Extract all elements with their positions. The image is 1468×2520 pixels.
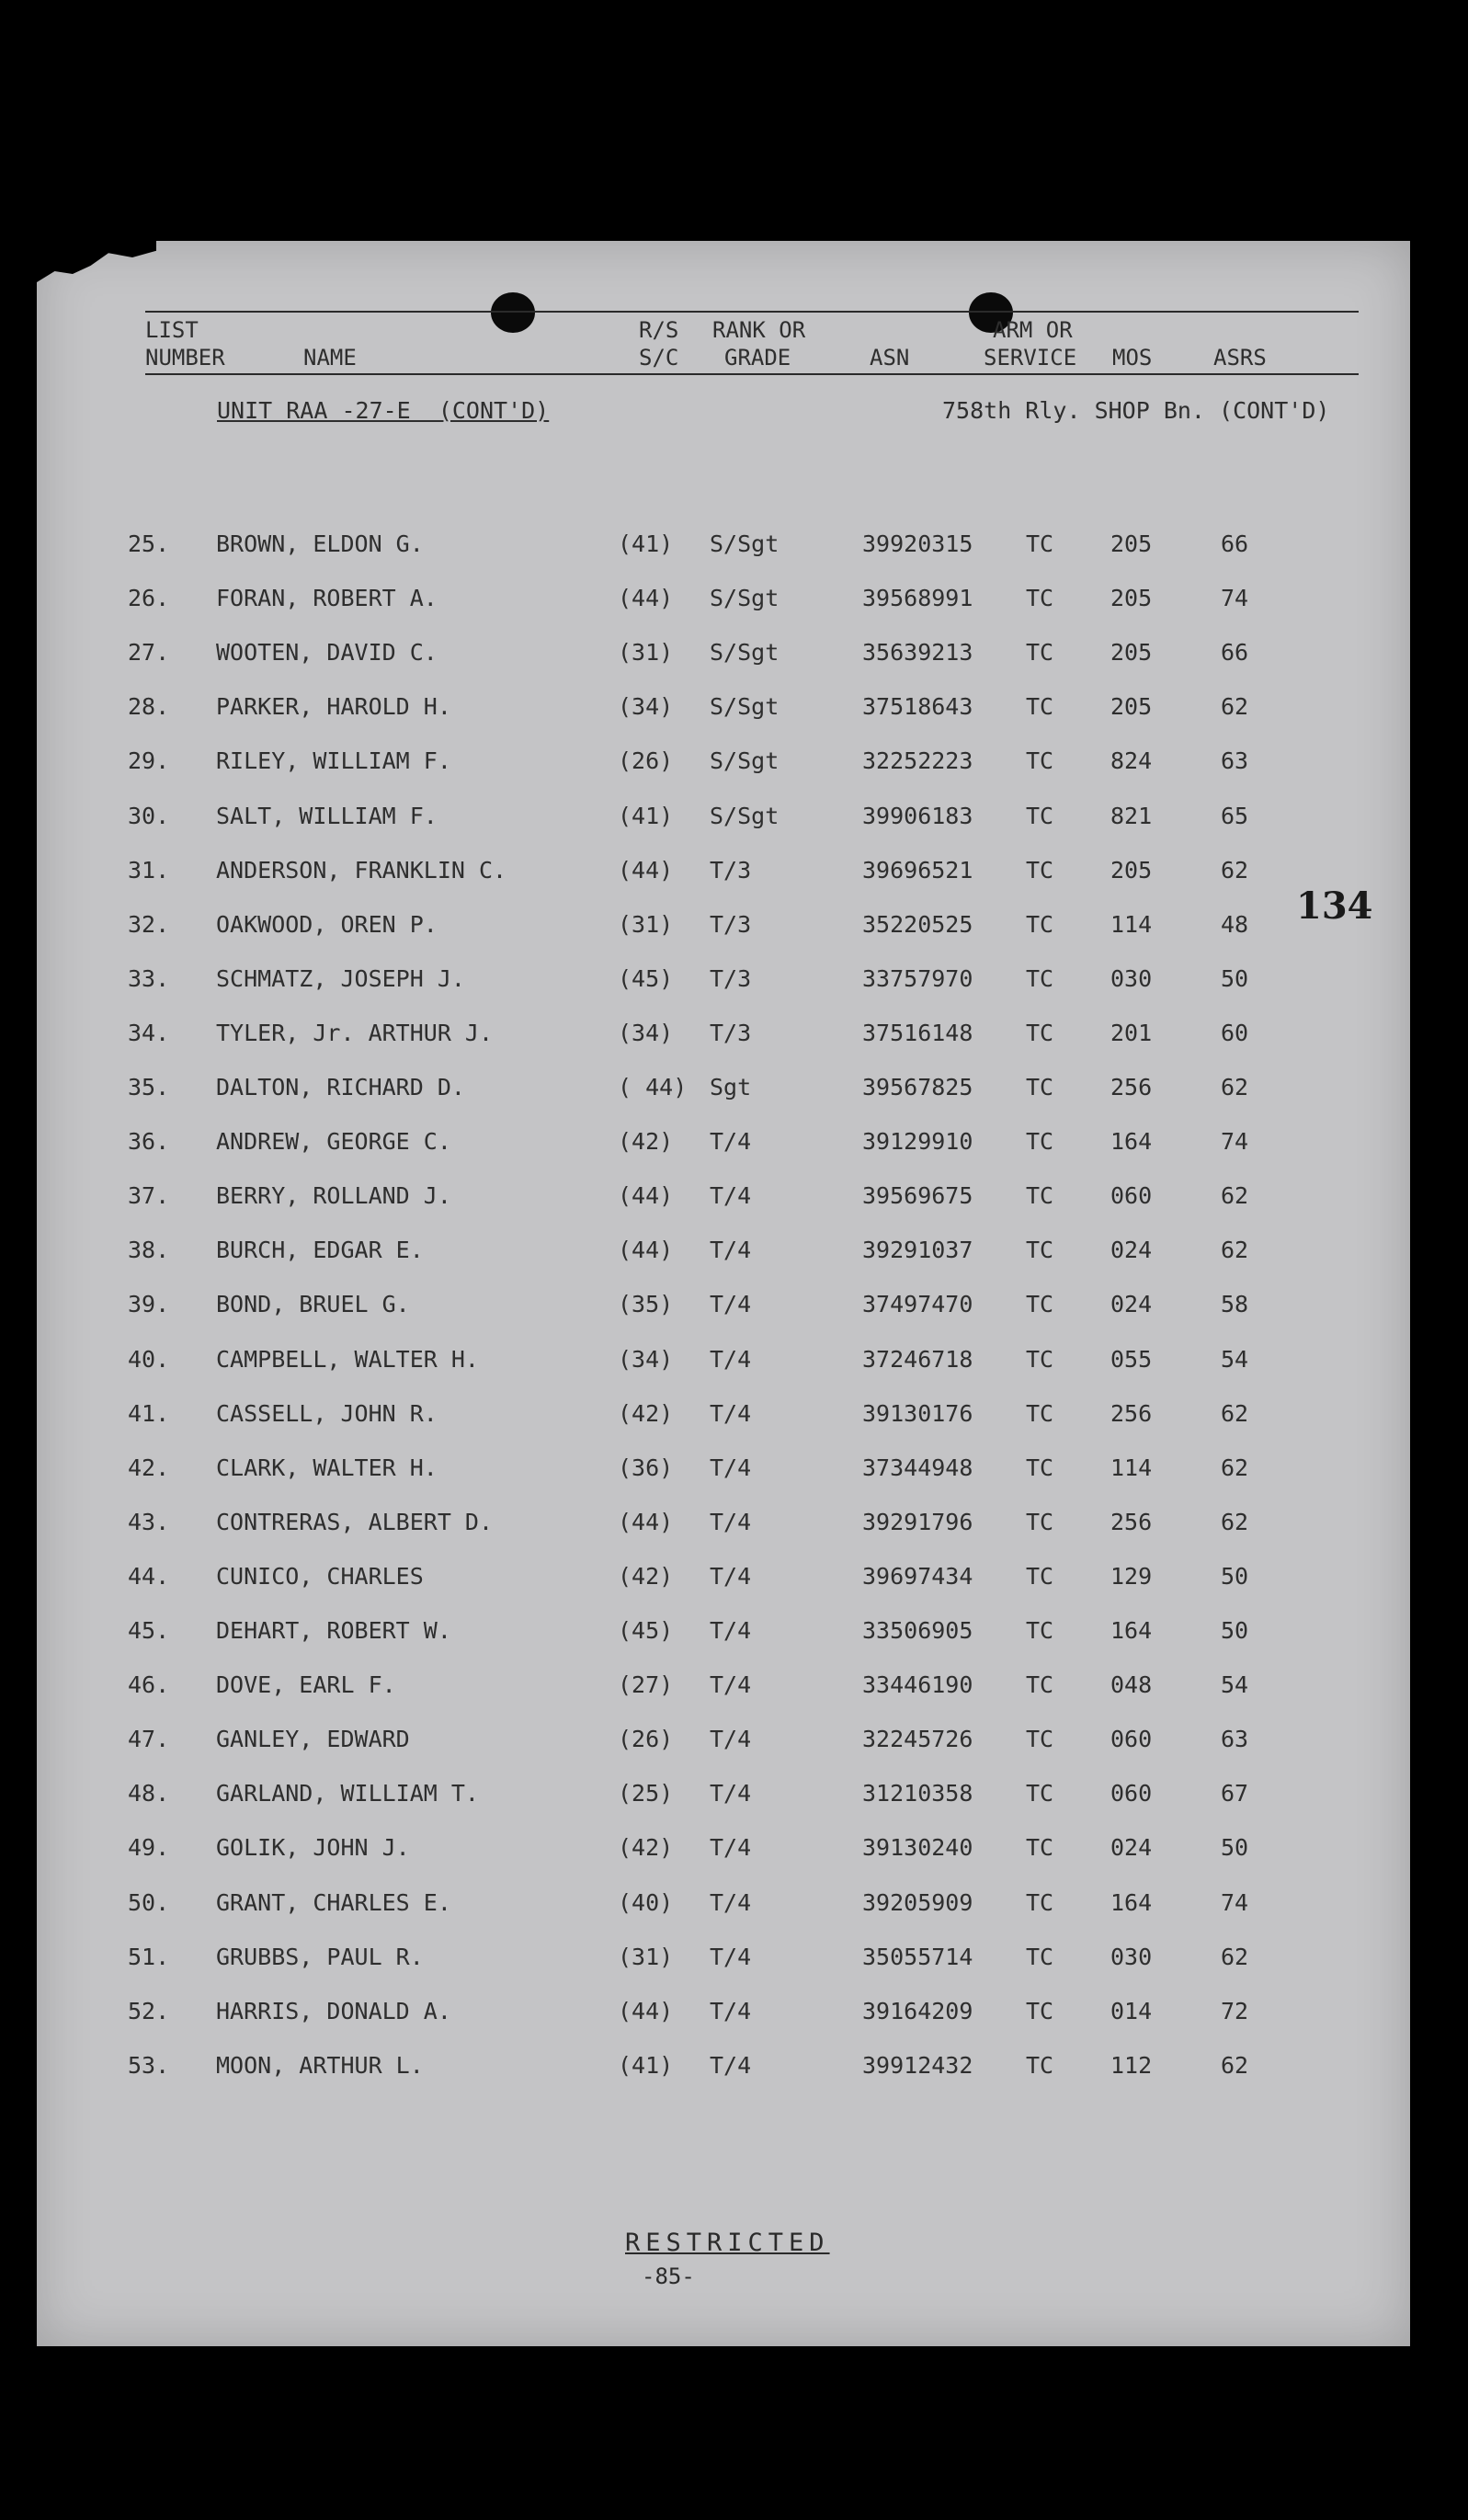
cell-service: TC: [1026, 530, 1054, 557]
document-page: [37, 241, 1410, 2346]
cell-service: TC: [1026, 910, 1054, 938]
cell-list-number: 50.: [128, 1888, 170, 1916]
cell-asn: 39567825: [862, 1074, 973, 1100]
header-asrs: ASRS: [1213, 345, 1267, 371]
cell-asn: 39569675: [862, 1182, 973, 1210]
cell-mos: 114: [1110, 1454, 1153, 1481]
cell-asrs: 58: [1221, 1291, 1249, 1318]
cell-rs-sc: (31): [618, 1943, 674, 1970]
cell-rank: T/4: [710, 1562, 752, 1590]
cell-name: SALT, WILLIAM F.: [216, 802, 438, 829]
cell-mos: 256: [1110, 1074, 1153, 1100]
cell-rs-sc: (44): [618, 585, 674, 612]
cell-rs-sc: (42): [618, 1128, 674, 1156]
cell-asrs: 62: [1221, 1399, 1249, 1427]
table-row: [37, 1400, 1410, 1431]
cell-rs-sc: (44): [618, 856, 674, 884]
cell-service: TC: [1026, 1834, 1054, 1862]
cell-asn: 35220525: [862, 910, 973, 938]
cell-service: TC: [1026, 1291, 1054, 1318]
cell-list-number: 46.: [128, 1671, 170, 1699]
cell-mos: 205: [1110, 856, 1153, 884]
cell-list-number: 44.: [128, 1562, 170, 1590]
table-row: [37, 1889, 1410, 1921]
cell-mos: 201: [1110, 1019, 1153, 1046]
header-rank-1: RANK OR: [712, 317, 806, 343]
cell-rank: T/4: [710, 1617, 752, 1644]
cell-service: TC: [1026, 1237, 1054, 1264]
cell-service: TC: [1026, 802, 1054, 829]
header-asn: ASN: [870, 345, 910, 371]
cell-asrs: 62: [1221, 1237, 1249, 1264]
cell-asrs: 62: [1221, 1182, 1249, 1210]
cell-asn: 32252223: [862, 747, 973, 775]
cell-rank: T/3: [710, 1019, 752, 1046]
cell-rs-sc: (26): [618, 747, 674, 775]
cell-service: TC: [1026, 1182, 1054, 1210]
header-mos: MOS: [1112, 345, 1153, 371]
cell-name: CASSELL, JOHN R.: [216, 1399, 438, 1427]
table-row: [37, 1020, 1410, 1051]
cell-rs-sc: (45): [618, 1617, 674, 1644]
table-row: [37, 1074, 1410, 1105]
cell-rs-sc: (34): [618, 693, 674, 721]
cell-name: CLARK, WALTER H.: [216, 1454, 438, 1481]
cell-name: GARLAND, WILLIAM T.: [216, 1780, 479, 1807]
cell-asrs: 62: [1221, 1074, 1249, 1100]
cell-rank: S/Sgt: [710, 639, 780, 667]
cell-rank: Sgt: [710, 1074, 752, 1100]
cell-list-number: 45.: [128, 1617, 170, 1644]
cell-name: DOVE, EARL F.: [216, 1671, 396, 1699]
cell-asrs: 65: [1221, 802, 1249, 829]
table-row: [37, 747, 1410, 779]
cell-asrs: 63: [1221, 747, 1249, 775]
table-row: [37, 1509, 1410, 1540]
cell-asrs: 50: [1221, 1834, 1249, 1862]
cell-asrs: 62: [1221, 693, 1249, 721]
table-row: [37, 1944, 1410, 1975]
cell-asrs: 62: [1221, 1943, 1249, 1970]
cell-service: TC: [1026, 1508, 1054, 1535]
cell-asn: 37344948: [862, 1454, 973, 1481]
cell-rs-sc: (44): [618, 1997, 674, 2024]
table-row: [37, 639, 1410, 670]
cell-asn: 37518643: [862, 693, 973, 721]
cell-asrs: 66: [1221, 530, 1249, 557]
cell-service: TC: [1026, 1888, 1054, 1916]
cell-name: WOOTEN, DAVID C.: [216, 639, 438, 667]
cell-list-number: 52.: [128, 1997, 170, 2024]
table-row: [37, 1563, 1410, 1594]
cell-asn: 39130240: [862, 1834, 973, 1862]
cell-rs-sc: (42): [618, 1399, 674, 1427]
cell-name: CUNICO, CHARLES: [216, 1562, 424, 1590]
cell-service: TC: [1026, 1345, 1054, 1373]
cell-asn: 39697434: [862, 1562, 973, 1590]
cell-service: TC: [1026, 639, 1054, 667]
cell-list-number: 37.: [128, 1182, 170, 1210]
header-rs-1: R/S: [639, 317, 679, 343]
cell-rank: S/Sgt: [710, 693, 780, 721]
cell-name: BOND, BRUEL G.: [216, 1291, 410, 1318]
cell-asn: 35639213: [862, 639, 973, 667]
cell-service: TC: [1026, 693, 1054, 721]
cell-rank: T/4: [710, 1888, 752, 1916]
cell-asn: 39130176: [862, 1399, 973, 1427]
cell-mos: 164: [1110, 1888, 1153, 1916]
cell-asn: 39906183: [862, 802, 973, 829]
cell-asrs: 74: [1221, 585, 1249, 612]
cell-rank: T/3: [710, 910, 752, 938]
table-row: [37, 1237, 1410, 1268]
cell-rs-sc: (41): [618, 802, 674, 829]
cell-name: ANDREW, GEORGE C.: [216, 1128, 451, 1156]
cell-list-number: 49.: [128, 1834, 170, 1862]
cell-asn: 33506905: [862, 1617, 973, 1644]
cell-service: TC: [1026, 2051, 1054, 2079]
cell-service: TC: [1026, 1780, 1054, 1807]
cell-list-number: 48.: [128, 1780, 170, 1807]
cell-mos: 060: [1110, 1780, 1153, 1807]
cell-name: CAMPBELL, WALTER H.: [216, 1345, 479, 1373]
cell-asn: 39291796: [862, 1508, 973, 1535]
cell-mos: 060: [1110, 1182, 1153, 1210]
cell-asrs: 67: [1221, 1780, 1249, 1807]
cell-rs-sc: (45): [618, 964, 674, 992]
table-row: [37, 911, 1410, 942]
header-list-number-1: LIST: [145, 317, 199, 343]
cell-service: TC: [1026, 1671, 1054, 1699]
cell-asrs: 63: [1221, 1726, 1249, 1753]
cell-mos: 060: [1110, 1726, 1153, 1753]
cell-name: DALTON, RICHARD D.: [216, 1074, 465, 1100]
cell-asn: 37497470: [862, 1291, 973, 1318]
cell-mos: 205: [1110, 639, 1153, 667]
cell-service: TC: [1026, 1128, 1054, 1156]
cell-name: ANDERSON, FRANKLIN C.: [216, 856, 507, 884]
cell-rank: T/4: [710, 1671, 752, 1699]
cell-name: SCHMATZ, JOSEPH J.: [216, 964, 465, 992]
cell-asrs: 72: [1221, 1997, 1249, 2024]
cell-mos: 824: [1110, 747, 1153, 775]
table-row: [37, 1671, 1410, 1703]
cell-service: TC: [1026, 1562, 1054, 1590]
cell-rs-sc: (42): [618, 1562, 674, 1590]
table-row: [37, 1346, 1410, 1377]
cell-list-number: 41.: [128, 1399, 170, 1427]
cell-service: TC: [1026, 964, 1054, 992]
cell-name: BROWN, ELDON G.: [216, 530, 424, 557]
cell-asn: 37246718: [862, 1345, 973, 1373]
header-top-rule: [145, 311, 1359, 313]
cell-list-number: 34.: [128, 1019, 170, 1046]
cell-mos: 030: [1110, 1943, 1153, 1970]
cell-rank: T/4: [710, 1291, 752, 1318]
restricted-label: RESTRICTED: [625, 2229, 830, 2257]
cell-list-number: 31.: [128, 856, 170, 884]
table-row: [37, 803, 1410, 834]
cell-name: OAKWOOD, OREN P.: [216, 910, 438, 938]
cell-asrs: 50: [1221, 1562, 1249, 1590]
cell-asrs: 66: [1221, 639, 1249, 667]
cell-service: TC: [1026, 1454, 1054, 1481]
cell-list-number: 51.: [128, 1943, 170, 1970]
cell-asrs: 50: [1221, 964, 1249, 992]
unit-right: 758th Rly. SHOP Bn. (CONT'D): [942, 397, 1330, 424]
cell-mos: 112: [1110, 2051, 1153, 2079]
table-row: [37, 1617, 1410, 1648]
table-row: [37, 693, 1410, 724]
cell-rank: S/Sgt: [710, 747, 780, 775]
cell-mos: 164: [1110, 1128, 1153, 1156]
cell-rs-sc: (44): [618, 1508, 674, 1535]
cell-asn: 39696521: [862, 856, 973, 884]
cell-rs-sc: (36): [618, 1454, 674, 1481]
cell-name: RILEY, WILLIAM F.: [216, 747, 451, 775]
cell-asrs: 62: [1221, 2051, 1249, 2079]
cell-asn: 31210358: [862, 1780, 973, 1807]
cell-rank: S/Sgt: [710, 530, 780, 557]
header-rs-2: S/C: [639, 345, 679, 371]
punch-hole-left: [491, 292, 535, 333]
cell-name: GRUBBS, PAUL R.: [216, 1943, 424, 1970]
table-row: [37, 1726, 1410, 1757]
cell-asn: 33757970: [862, 964, 973, 992]
handwritten-number: 134: [1296, 884, 1373, 928]
cell-rs-sc: (25): [618, 1780, 674, 1807]
cell-name: HARRIS, DONALD A.: [216, 1997, 451, 2024]
cell-mos: 030: [1110, 964, 1153, 992]
cell-list-number: 43.: [128, 1508, 170, 1535]
cell-rank: T/4: [710, 1508, 752, 1535]
table-row: [37, 2052, 1410, 2083]
cell-mos: 821: [1110, 802, 1153, 829]
cell-asrs: 62: [1221, 1508, 1249, 1535]
cell-rank: T/3: [710, 856, 752, 884]
cell-rs-sc: (26): [618, 1726, 674, 1753]
cell-service: TC: [1026, 1399, 1054, 1427]
table-row: [37, 1454, 1410, 1486]
cell-rank: T/4: [710, 2051, 752, 2079]
cell-rs-sc: (31): [618, 910, 674, 938]
header-rank-2: GRADE: [724, 345, 791, 371]
cell-name: CONTRERAS, ALBERT D.: [216, 1508, 494, 1535]
cell-mos: 205: [1110, 530, 1153, 557]
cell-mos: 014: [1110, 1997, 1153, 2024]
cell-list-number: 36.: [128, 1128, 170, 1156]
cell-service: TC: [1026, 856, 1054, 884]
cell-asn: 39129910: [862, 1128, 973, 1156]
cell-name: PARKER, HAROLD H.: [216, 693, 451, 721]
cell-name: TYLER, Jr. ARTHUR J.: [216, 1019, 494, 1046]
cell-rank: T/3: [710, 964, 752, 992]
cell-service: TC: [1026, 1019, 1054, 1046]
cell-asn: 35055714: [862, 1943, 973, 1970]
cell-asn: 37516148: [862, 1019, 973, 1046]
cell-name: BURCH, EDGAR E.: [216, 1237, 424, 1264]
cell-mos: 164: [1110, 1617, 1153, 1644]
cell-rs-sc: (41): [618, 2051, 674, 2079]
header-bottom-rule: [145, 373, 1359, 375]
cell-rs-sc: (35): [618, 1291, 674, 1318]
cell-list-number: 38.: [128, 1237, 170, 1264]
cell-mos: 055: [1110, 1345, 1153, 1373]
table-row: [37, 857, 1410, 888]
cell-asn: 33446190: [862, 1671, 973, 1699]
cell-mos: 205: [1110, 585, 1153, 612]
table-row: [37, 585, 1410, 616]
cell-mos: 256: [1110, 1508, 1153, 1535]
cell-list-number: 26.: [128, 585, 170, 612]
cell-mos: 024: [1110, 1237, 1153, 1264]
cell-rank: S/Sgt: [710, 802, 780, 829]
cell-list-number: 35.: [128, 1074, 170, 1100]
cell-mos: 205: [1110, 693, 1153, 721]
cell-rank: T/4: [710, 1237, 752, 1264]
cell-name: GOLIK, JOHN J.: [216, 1834, 410, 1862]
header-list-number-2: NUMBER: [145, 345, 225, 371]
cell-rank: T/4: [710, 1726, 752, 1753]
cell-list-number: 53.: [128, 2051, 170, 2079]
table-row: [37, 1780, 1410, 1811]
table-row: [37, 1128, 1410, 1159]
cell-name: GRANT, CHARLES E.: [216, 1888, 451, 1916]
cell-asrs: 74: [1221, 1128, 1249, 1156]
cell-list-number: 40.: [128, 1345, 170, 1373]
cell-mos: 256: [1110, 1399, 1153, 1427]
header-service-2: SERVICE: [984, 345, 1077, 371]
cell-rs-sc: (34): [618, 1019, 674, 1046]
cell-asrs: 54: [1221, 1345, 1249, 1373]
table-row: [37, 1998, 1410, 2029]
cell-list-number: 42.: [128, 1454, 170, 1481]
cell-service: TC: [1026, 1074, 1054, 1100]
cell-asn: 39568991: [862, 585, 973, 612]
cell-rs-sc: (41): [618, 530, 674, 557]
cell-mos: 129: [1110, 1562, 1153, 1590]
cell-mos: 114: [1110, 910, 1153, 938]
cell-asn: 32245726: [862, 1726, 973, 1753]
cell-rank: T/4: [710, 1128, 752, 1156]
cell-rank: S/Sgt: [710, 585, 780, 612]
cell-mos: 024: [1110, 1834, 1153, 1862]
cell-asrs: 60: [1221, 1019, 1249, 1046]
cell-asn: 39920315: [862, 530, 973, 557]
cell-service: TC: [1026, 747, 1054, 775]
cell-asn: 39912432: [862, 2051, 973, 2079]
cell-asrs: 50: [1221, 1617, 1249, 1644]
cell-list-number: 25.: [128, 530, 170, 557]
cell-service: TC: [1026, 1617, 1054, 1644]
cell-rs-sc: (42): [618, 1834, 674, 1862]
torn-corner: [37, 241, 156, 296]
cell-asrs: 62: [1221, 1454, 1249, 1481]
cell-service: TC: [1026, 585, 1054, 612]
table-row: [37, 1291, 1410, 1322]
table-row: [37, 1182, 1410, 1214]
header-name: NAME: [303, 345, 357, 371]
cell-rank: T/4: [710, 1834, 752, 1862]
cell-rank: T/4: [710, 1997, 752, 2024]
cell-rank: T/4: [710, 1780, 752, 1807]
cell-name: DEHART, ROBERT W.: [216, 1617, 451, 1644]
cell-asn: 39164209: [862, 1997, 973, 2024]
cell-asrs: 48: [1221, 910, 1249, 938]
table-row: [37, 530, 1410, 562]
cell-rs-sc: (44): [618, 1237, 674, 1264]
cell-rs-sc: (27): [618, 1671, 674, 1699]
cell-asn: 39205909: [862, 1888, 973, 1916]
cell-service: TC: [1026, 1943, 1054, 1970]
table-row: [37, 965, 1410, 997]
cell-asrs: 62: [1221, 856, 1249, 884]
cell-asn: 39291037: [862, 1237, 973, 1264]
cell-list-number: 29.: [128, 747, 170, 775]
cell-rs-sc: (34): [618, 1345, 674, 1373]
cell-rank: T/4: [710, 1182, 752, 1210]
cell-service: TC: [1026, 1726, 1054, 1753]
cell-list-number: 28.: [128, 693, 170, 721]
cell-list-number: 39.: [128, 1291, 170, 1318]
cell-rs-sc: (31): [618, 639, 674, 667]
cell-name: BERRY, ROLLAND J.: [216, 1182, 451, 1210]
cell-list-number: 27.: [128, 639, 170, 667]
cell-rs-sc: (40): [618, 1888, 674, 1916]
cell-name: GANLEY, EDWARD: [216, 1726, 410, 1753]
cell-rank: T/4: [710, 1454, 752, 1481]
cell-list-number: 32.: [128, 910, 170, 938]
cell-asrs: 54: [1221, 1671, 1249, 1699]
header-service-1: ARM OR: [993, 317, 1073, 343]
cell-mos: 048: [1110, 1671, 1153, 1699]
cell-asrs: 74: [1221, 1888, 1249, 1916]
cell-name: FORAN, ROBERT A.: [216, 585, 438, 612]
cell-name: MOON, ARTHUR L.: [216, 2051, 424, 2079]
unit-left: UNIT RAA -27-E (CONT'D): [217, 397, 550, 424]
cell-list-number: 30.: [128, 802, 170, 829]
cell-service: TC: [1026, 1997, 1054, 2024]
cell-rank: T/4: [710, 1345, 752, 1373]
cell-list-number: 33.: [128, 964, 170, 992]
table-row: [37, 1834, 1410, 1865]
cell-rank: T/4: [710, 1943, 752, 1970]
cell-rs-sc: ( 44): [618, 1074, 688, 1100]
cell-list-number: 47.: [128, 1726, 170, 1753]
cell-rank: T/4: [710, 1399, 752, 1427]
cell-mos: 024: [1110, 1291, 1153, 1318]
cell-rs-sc: (44): [618, 1182, 674, 1210]
page-number: -85-: [642, 2263, 695, 2289]
